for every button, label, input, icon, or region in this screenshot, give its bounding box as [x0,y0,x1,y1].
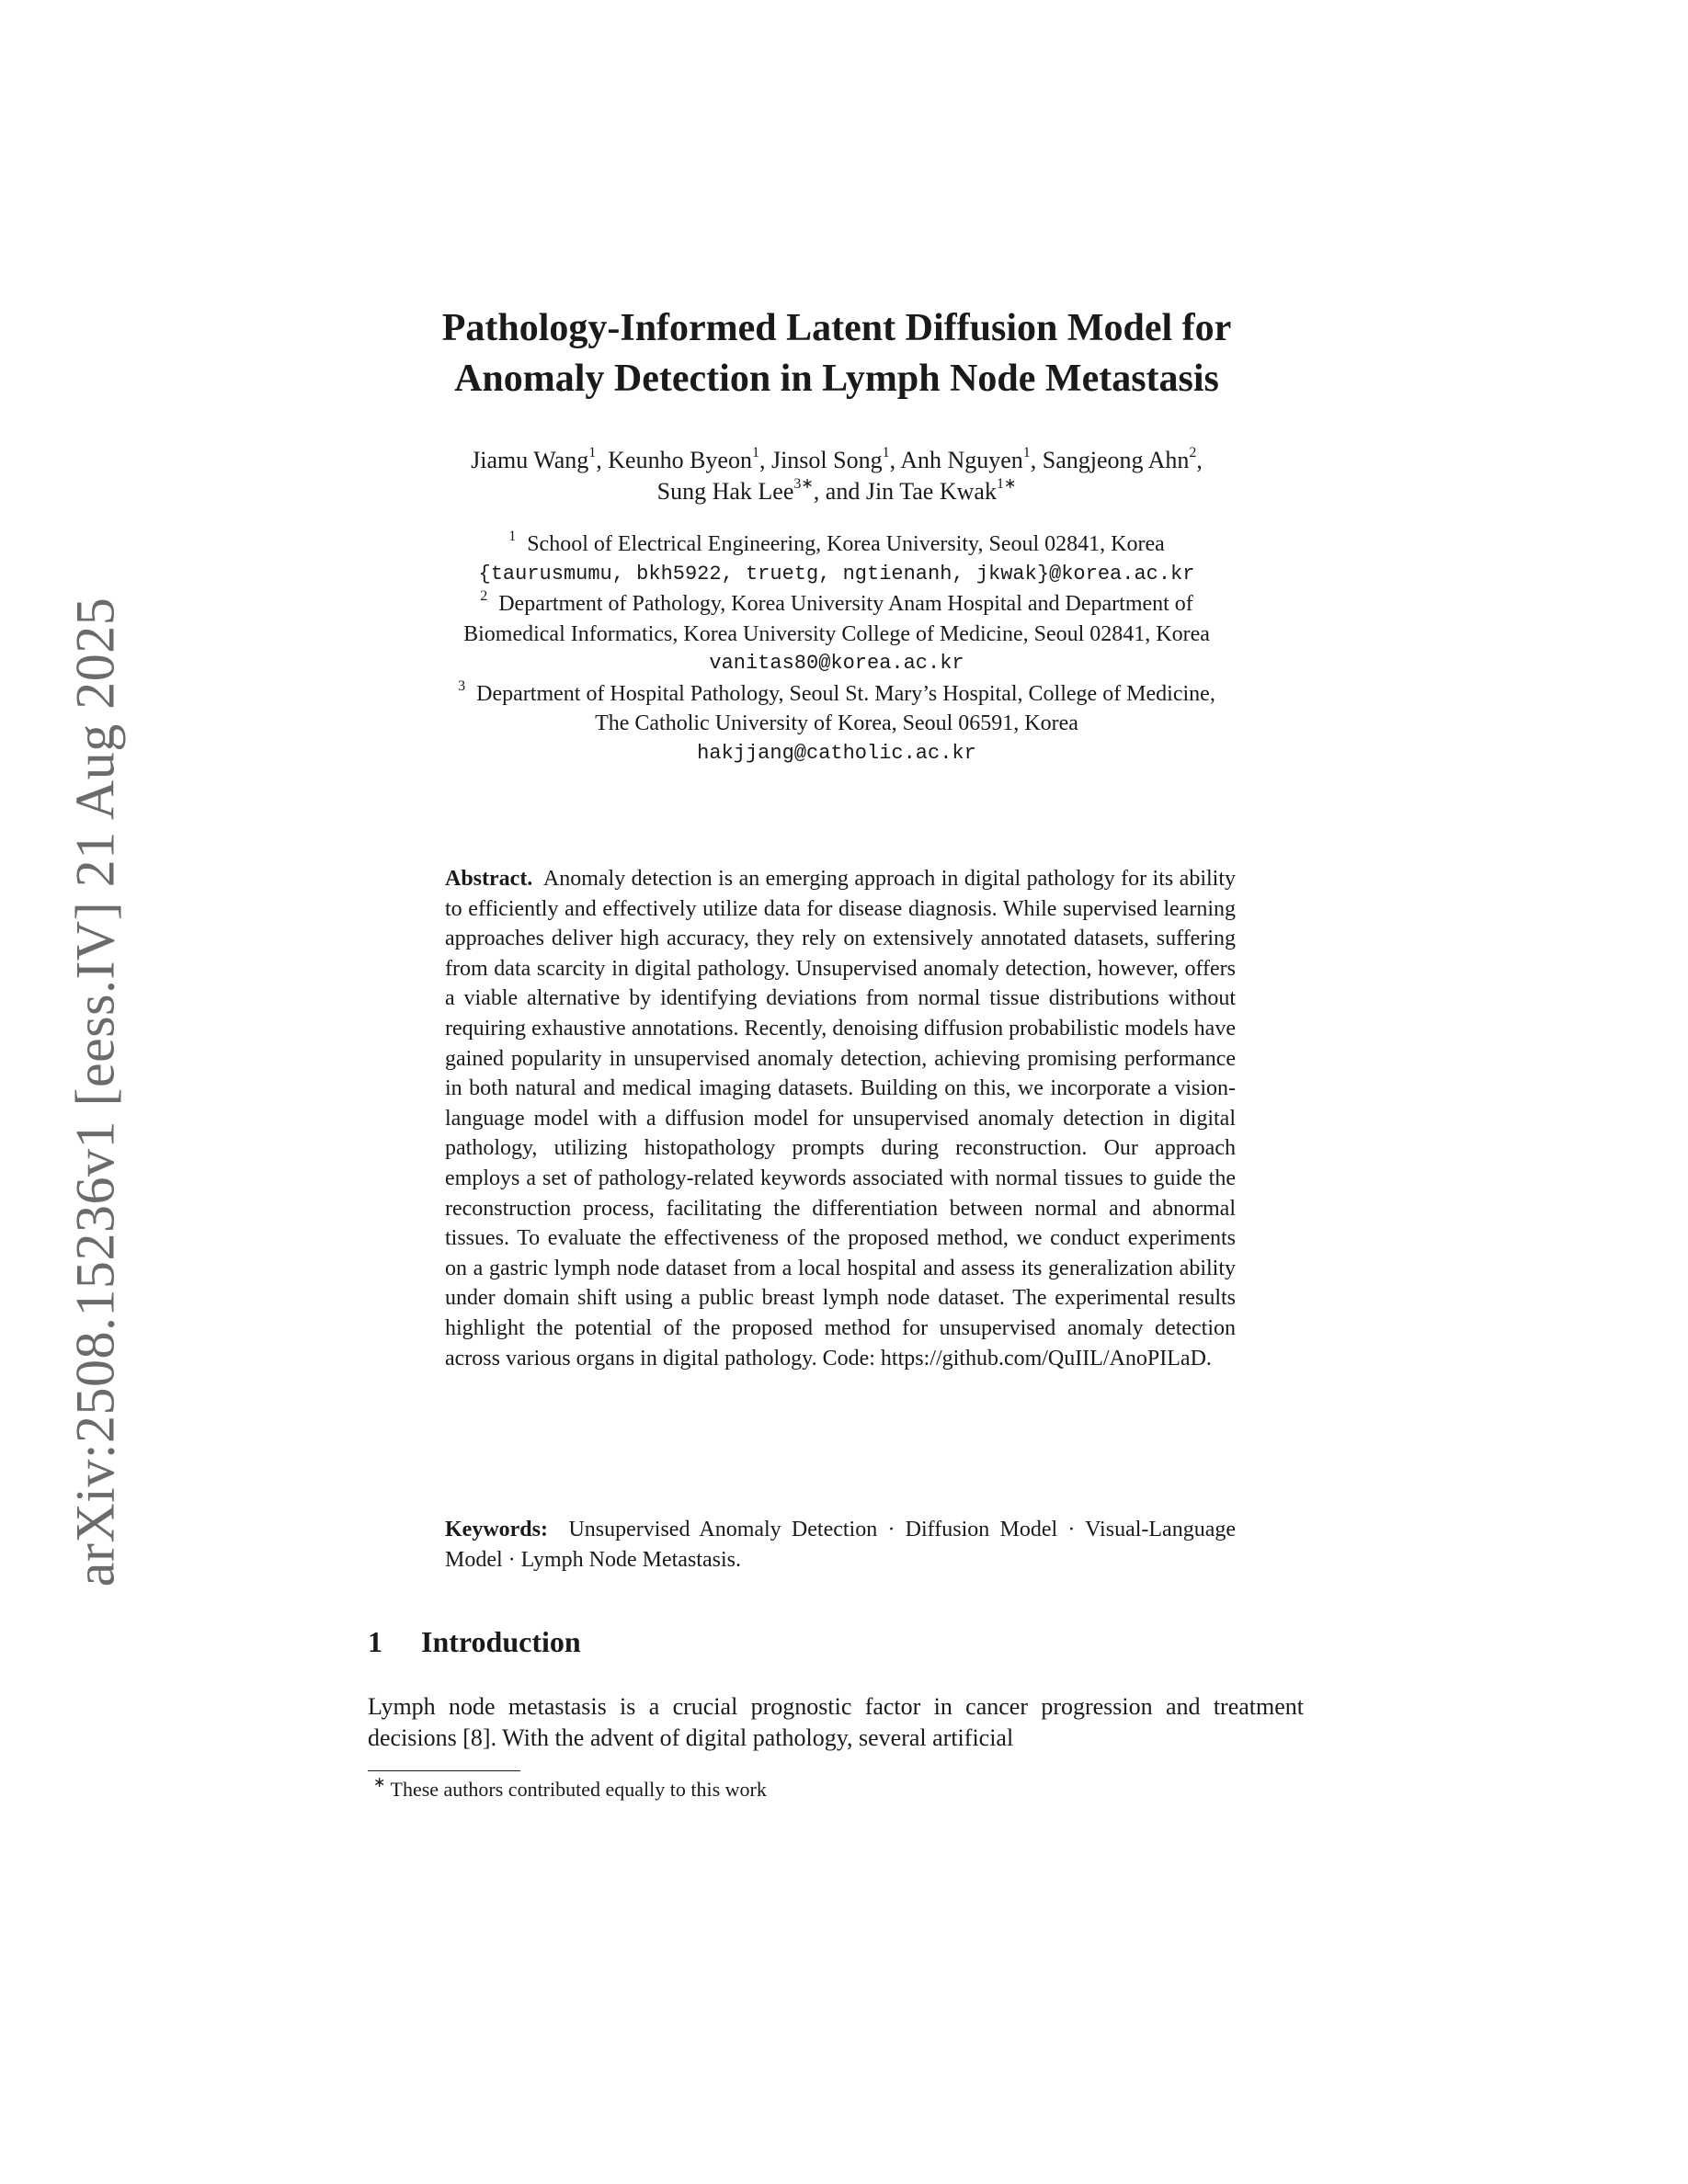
arxiv-identifier-stamp: arXiv:2508.15236v1 [eess.IV] 21 Aug 2025 [64,597,126,1587]
section-heading-introduction [368,1625,581,1659]
affiliation-1-line [370,529,1304,560]
title-line-1: Pathology-Informed Latent Diffusion Model for [441,307,1232,349]
introduction-paragraph: Lymph node metastasis is a crucial prognostic factor in cancer progression and treatment decisions [8]. With the advent of digital pathology, several artificial [368,1693,1304,1751]
paper-title [370,303,1304,404]
affiliation-marker: 3 [458,677,466,694]
author-separator: , [596,447,609,473]
keywords-label: Keywords: [445,1518,548,1541]
author-affiliation-marker: 2 [1189,445,1197,461]
footnote-divider [368,1770,520,1771]
affiliation-2-email: vanitas80@korea.ac.kr [709,652,964,675]
affiliation-1-email: {taurusmumu, bkh5922, truetg, ngtienanh, jkwak}@korea.ac.kr [478,562,1195,586]
title-line-2: Anomaly Detection in Lymph Node Metastasis [454,358,1219,400]
affiliation-marker: 2 [480,588,488,604]
author-separator: , and [813,478,866,505]
abstract [445,864,1236,1373]
affiliation-2-line-cont: Biomedical Informatics, Korea University College of Medicine, Seoul 02841, Korea [463,621,1210,646]
author-name: Jiamu Wang [471,447,589,473]
affiliation-text: School of Electrical Engineering, Korea University, Seoul 02841, Korea [527,532,1165,556]
affiliation-3-line [370,679,1304,710]
author-line-1: Jiamu Wang$^1$, Keunho Byeon$^1$, Jinsol Song$^1$, Anh Nguyen$^1$, Sangjeong Ahn$^2$, [471,445,1203,473]
keywords [445,1515,1236,1575]
affiliation-3-line-cont: The Catholic University of Korea, Seoul 06591, Korea [595,711,1078,735]
author-affiliation-marker: 1 [1022,445,1031,461]
affiliation-list [370,529,1304,768]
author-separator: , [1030,447,1043,473]
section-title: Introduction [421,1625,581,1658]
author-affiliation-marker: 1 [751,445,759,461]
author-separator: , [758,447,771,473]
abstract-label: Abstract. [445,867,533,891]
author-name: Anh Nguyen [900,447,1023,473]
section-number: 1 [368,1625,382,1658]
author-affiliation-marker: 1∗ [996,476,1017,493]
affiliation-2-line [370,589,1304,620]
author-name: Sangjeong Ahn [1042,447,1190,473]
author-affiliation-marker: 3∗ [793,476,814,493]
author-line-2 [370,476,1304,507]
front-matter [370,303,1304,768]
author-separator: , [889,447,901,473]
author-name: Jin Tae Kwak [865,478,997,505]
author-list [370,445,1304,507]
abstract-text: Anomaly detection is an emerging approach in digital pathology for its ability to efficiently and effectively utilize data for disease diagnosis. While supervised learning approaches deliver high accuracy, they rely on extensively annotated datasets, suffering from data scarcity in digital pathology. Unsupervised anomaly detection, however, offers a viable alternative by identifying deviations from normal tissue distributions without requiring exhaustive annotations. Recently, denoising diffusion probabilistic models have gained popularity in unsupervised anomaly detection, achieving promising performance in both natural and medical imaging datasets. Building on this, we incorporate a vision-language model with a diffusion model for unsupervised anomaly detection in digital pathology, utilizing histopathology prompts during reconstruction. Our approach employs a set of pathology-related keywords associated with normal tissues to guide the reconstruction process, facilitating the differentiation between normal and abnormal tissues. To evaluate the effectiveness of the proposed method, we conduct experiments on a gastric lymph node dataset from a local hospital and assess its generalization ability under domain shift using a public breast lymph node dataset. The experimental results highlight the potential of the proposed method for unsupervised anomaly detection across various organs in digital pathology. Code: https://github.com/QuIIL/AnoPILaD. [445,867,1236,1371]
author-name: Keunho Byeon [608,447,752,473]
keywords-text: Unsupervised Anomaly Detection · Diffusion Model · Visual-Language Model · Lymph Node Metastasis. [445,1518,1236,1572]
footnote-text: These authors contributed equally to this work [390,1778,767,1801]
author-affiliation-marker: 1 [588,445,597,461]
affiliation-text: Department of Pathology, Korea University Anam Hospital and Department of [498,592,1193,616]
footnote [373,1776,767,1803]
author-name: Jinsol Song [770,447,883,473]
footnote-marker: ∗ [373,1774,386,1791]
affiliation-marker: 1 [508,529,517,544]
affiliation-3-email: hakjjang@catholic.ac.kr [697,741,976,765]
author-name: Sung Hak Lee [656,478,794,505]
affiliation-text: Department of Hospital Pathology, Seoul St. Mary’s Hospital, College of Medicine, [476,681,1215,706]
author-affiliation-marker: 1 [882,445,890,461]
